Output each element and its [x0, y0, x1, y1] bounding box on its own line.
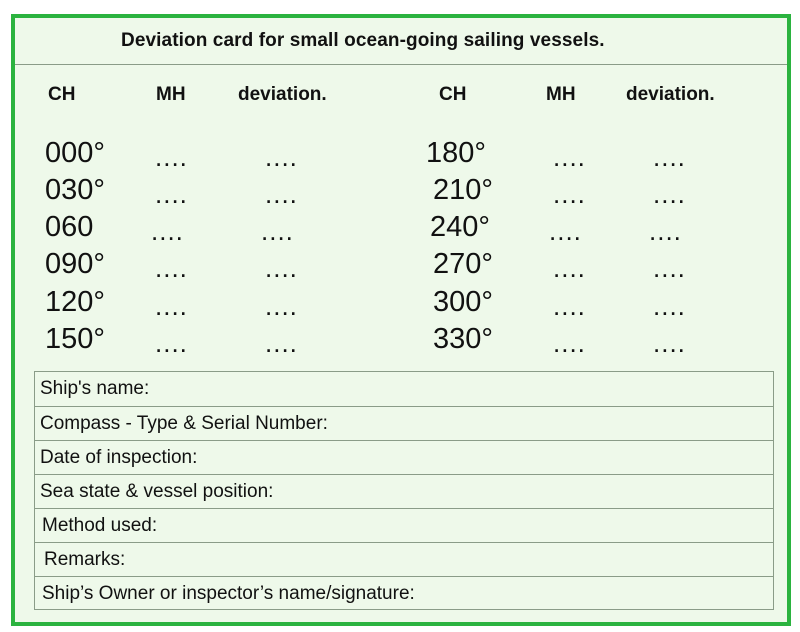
title-row: [15, 18, 787, 65]
compass-heading: 330°: [433, 323, 493, 355]
header-deviation-right: deviation.: [626, 84, 715, 105]
header-mh-left: MH: [156, 84, 186, 105]
mh-placeholder: ....: [553, 328, 586, 358]
deviation-placeholder: ....: [261, 216, 294, 246]
compass-heading: 090°: [45, 248, 105, 280]
form-row-sea-state[interactable]: [35, 474, 773, 509]
compass-heading: 300°: [433, 286, 493, 318]
field-label: Date of inspection:: [40, 447, 198, 468]
deviation-card: [11, 14, 791, 626]
field-label: Sea state & vessel position:: [40, 481, 274, 502]
field-label: Ship's name:: [40, 378, 150, 399]
mh-placeholder: ....: [155, 291, 188, 321]
field-label: Compass - Type & Serial Number:: [40, 413, 328, 434]
deviation-placeholder: ....: [653, 328, 686, 358]
deviation-placeholder: ....: [265, 179, 298, 209]
mh-placeholder: ....: [553, 142, 586, 172]
form-row-compass[interactable]: [35, 406, 773, 441]
mh-placeholder: ....: [553, 253, 586, 283]
mh-placeholder: ....: [155, 328, 188, 358]
inspection-form: [34, 371, 774, 610]
mh-placeholder: ....: [155, 142, 188, 172]
header-ch-right: CH: [439, 84, 467, 105]
deviation-placeholder: ....: [265, 328, 298, 358]
compass-heading: 180°: [426, 137, 486, 169]
field-label: Method used:: [42, 515, 158, 536]
deviation-placeholder: ....: [265, 253, 298, 283]
field-label: Remarks:: [44, 549, 126, 570]
form-row-method[interactable]: [35, 508, 773, 543]
compass-heading: 000°: [45, 137, 105, 169]
form-row-remarks[interactable]: [35, 542, 773, 577]
card-title: Deviation card for small ocean-going sailing vessels.: [121, 30, 605, 51]
form-row-signature[interactable]: [35, 576, 773, 611]
deviation-placeholder: ....: [653, 291, 686, 321]
header-ch-left: CH: [48, 84, 76, 105]
field-label: Ship’s Owner or inspector’s name/signature:: [42, 583, 415, 604]
compass-heading: 240°: [430, 211, 490, 243]
deviation-placeholder: ....: [653, 253, 686, 283]
mh-placeholder: ....: [553, 291, 586, 321]
mh-placeholder: ....: [155, 253, 188, 283]
header-deviation-left: deviation.: [238, 84, 327, 105]
compass-heading: 120°: [45, 286, 105, 318]
compass-heading: 030°: [45, 174, 105, 206]
compass-heading: 210°: [433, 174, 493, 206]
compass-heading: 060: [45, 211, 94, 243]
compass-heading: 270°: [433, 248, 493, 280]
form-row-ship-name[interactable]: [35, 372, 773, 406]
compass-heading: 150°: [45, 323, 105, 355]
mh-placeholder: ....: [549, 216, 582, 246]
deviation-placeholder: ....: [265, 291, 298, 321]
deviation-placeholder: ....: [653, 142, 686, 172]
mh-placeholder: ....: [553, 179, 586, 209]
mh-placeholder: ....: [155, 179, 188, 209]
form-row-inspection-date[interactable]: [35, 440, 773, 475]
header-mh-right: MH: [546, 84, 576, 105]
deviation-placeholder: ....: [653, 179, 686, 209]
mh-placeholder: ....: [151, 216, 184, 246]
deviation-placeholder: ....: [649, 216, 682, 246]
deviation-placeholder: ....: [265, 142, 298, 172]
